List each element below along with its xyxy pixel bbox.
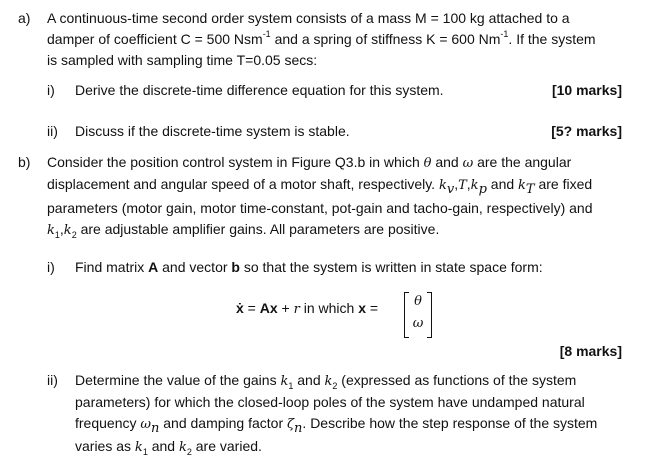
part-a-q-i-text: Derive the discrete-time difference equation for this system. — [75, 82, 444, 98]
state-vector-matrix — [404, 292, 432, 338]
part-b-line-1: Consider the position control system in Figure Q3.b in which θ and ω are the angular — [47, 154, 572, 171]
part-b-q-i-label: i) — [47, 259, 55, 275]
part-a-q-i-marks: [10 marks] — [551, 82, 622, 98]
part-b-q-ii-line-1: Determine the value of the gains $k_1$ and $k_2$ (expressed as functions of the system — [75, 372, 577, 391]
part-b-label: b) — [18, 154, 31, 170]
part-b-line-2: displacement and angular speed of a motor shaft, respectively. $k_v,T,k_p$ and $k_T$ are fixed — [47, 176, 593, 197]
part-a-q-ii-marks: [5? marks] — [551, 123, 622, 139]
equation-text: ẋ = Ax + r in which x = — [236, 300, 379, 317]
part-a-line-1: A continuous-time second order system consists of a mass M = 100 kg attached to a — [47, 10, 570, 26]
part-b-q-i-marks: [8 marks] — [559, 343, 622, 359]
part-b-q-ii-line-3: frequency $\omega_n$ and damping factor $\zeta_n$. Describe how the step response of the system — [75, 415, 598, 436]
part-b-q-ii-line-2: parameters) for which the closed-loop poles of the system have undamped natural — [75, 394, 585, 410]
part-a-label: a) — [18, 10, 31, 26]
part-b-q-ii-line-4: varies as $k_1$ and $k_2$ are varied. — [75, 438, 262, 457]
part-a-line-3: is sampled with sampling time T=0.05 secs: — [47, 52, 318, 68]
matrix-cell-theta: θ — [414, 294, 422, 309]
part-b-line-4: $k_1,k_2$ are adjustable amplifier gains. All parameters are positive. — [47, 221, 440, 240]
part-a-q-i-label: i) — [47, 82, 55, 98]
part-a-q-ii-label: ii) — [47, 123, 58, 139]
matrix-cell-omega: ω — [412, 316, 424, 331]
part-a-line-2: damper of coefficient C = 500 Nsm$^{-1}$ and a spring of stiffness K = 600 $Nm^{-1}$. If the system — [47, 29, 596, 47]
part-b-q-ii-label: ii) — [47, 372, 58, 388]
part-b-line-3: parameters (motor gain, motor time-constant, pot-gain and tacho-gain, respectively) and — [47, 200, 593, 216]
part-b-q-i-text: Find matrix A and vector b so that the system is written in state space form: — [75, 259, 543, 275]
part-a-q-ii-text: Discuss if the discrete-time system is stable. — [75, 123, 350, 139]
